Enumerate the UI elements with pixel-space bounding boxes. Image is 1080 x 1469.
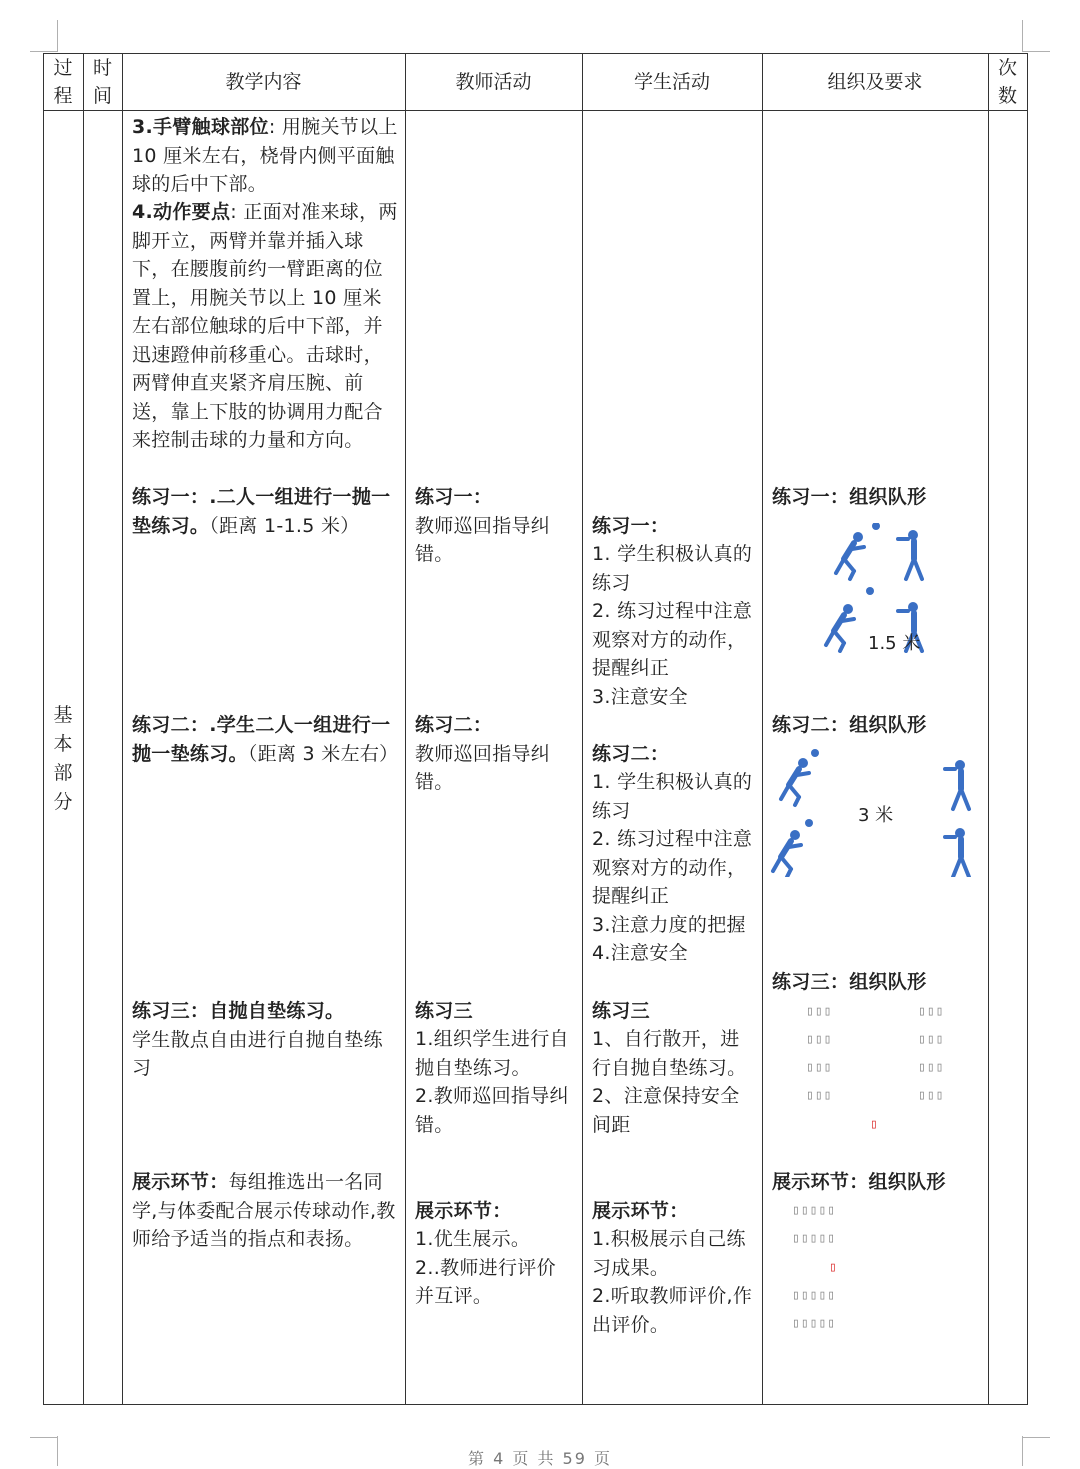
student-marker-row: ▯▯▯▯▯ (792, 1203, 837, 1218)
ball-icon (866, 587, 874, 595)
student-showcase-text: 1.积极展示自己练习成果。 2.听取教师评价,作出评价。 (592, 1228, 753, 1336)
header-teacher: 教师活动 (455, 71, 532, 93)
player-receiving-icon (781, 758, 809, 805)
student-showcase (592, 1168, 756, 1368)
student-marker-row: ▯▯▯ (918, 1004, 945, 1019)
content-exercise-3-text: 学生散点自由进行自抛自垫练习 (132, 1028, 383, 1079)
content-showcase-text: 每组推选出一名同学,与体委配合展示传球动作,教师给予适当的指点和表扬。 (132, 1171, 396, 1250)
player-receiving-icon (826, 604, 854, 651)
header-content: 教学内容 (225, 71, 302, 93)
teacher-exercise-1-text: 教师巡回指导纠错。 (415, 514, 551, 565)
section-label: 基 本 部 分 (53, 704, 73, 813)
org-showcase-title-bold: 展示环节 (772, 1171, 850, 1193)
header-org: 组织及要求 (827, 71, 923, 93)
student-marker-row: ▯▯▯ (918, 1088, 945, 1103)
teacher-exercise-1-title: 练习一： (415, 486, 493, 508)
content-exercise-2 (132, 711, 400, 768)
student-marker-row: ▯▯▯ (806, 1088, 833, 1103)
lesson-table (43, 53, 1028, 1405)
student-exercise-2-title: 练习二： (592, 742, 670, 765)
content-showcase-title: 展示环节： (132, 1171, 229, 1193)
content-key-point-3-text: : 用腕关节以上10 厘米左右，桡骨内侧平面触球的后中下部。 (132, 116, 398, 195)
crop-mark (1022, 1437, 1050, 1438)
student-marker-row: ▯▯▯ (918, 1032, 945, 1047)
org-exercise-1-distance: 1.5 米 (868, 633, 921, 654)
col-divider (83, 53, 84, 1405)
student-exercise-3 (592, 968, 756, 1168)
player-tossing-icon (898, 530, 922, 579)
col-divider (762, 53, 763, 1405)
student-marker-row: ▯▯▯ (806, 1060, 833, 1075)
header-time: 时 间 (92, 57, 112, 107)
player-receiving-icon (836, 532, 864, 579)
org-exercise-2-title: 练习二：组织队形 (772, 714, 927, 736)
crop-mark (1022, 20, 1023, 52)
student-exercise-3-text: 1、自行散开，进行自抛自垫练习。 2、注意保持安全间距 (592, 1028, 747, 1136)
player-tossing-icon (945, 828, 969, 877)
crop-mark (57, 20, 58, 52)
header-process: 过 程 (53, 57, 73, 107)
student-exercise-3-title: 练习三 (592, 999, 650, 1022)
teacher-marker: ▯ (870, 1117, 879, 1132)
content-key-point-4 (132, 198, 400, 455)
content-key-point-4-title: 4.动作要点 (132, 201, 231, 223)
content-exercise-1-title: 练习一：.二人一组进行一抛一垫练习。 (132, 486, 391, 537)
teacher-showcase-title: 展示环节： (415, 1199, 512, 1222)
ball-icon (811, 749, 819, 757)
student-exercise-1-title: 练习一： (592, 514, 670, 537)
student-showcase-title: 展示环节： (592, 1199, 689, 1222)
content-key-point-4-text: : 正面对准来球，两脚开立，两臂并靠并插入球下，在腰腹前约一臂距离的位置上，用腕关节以上 10 厘米左右部位触球的后中下部，并迅速蹬伸前移重心。击球时，两臂伸直夹紧齐肩压腕、前送，靠上下肢的协调用力配合来控制击球的力量和方向。 (132, 201, 398, 451)
content-exercise-1-note: （距离 1-1.5 米） (209, 514, 360, 537)
ball-icon (872, 523, 880, 530)
student-exercise-2-text: 1. 学生积极认真的练习 2. 练习过程中注意观察对方的动作，提醒纠正 3.注意力度的把握 4.注意安全 (592, 771, 753, 964)
student-marker-row: ▯▯▯▯▯ (792, 1231, 837, 1246)
student-marker-row: ▯▯▯ (806, 1004, 833, 1019)
teacher-exercise-1 (415, 483, 575, 569)
page-footer: 第 4 页 共 59 页 (468, 1449, 612, 1468)
student-exercise-2 (592, 711, 756, 996)
ball-icon (805, 819, 813, 827)
crop-mark (30, 51, 58, 52)
teacher-exercise-2 (415, 711, 575, 797)
player-tossing-icon (945, 760, 969, 809)
student-marker-row: ▯▯▯▯▯ (792, 1288, 837, 1303)
teacher-exercise-3-text: 1.组织学生进行自抛自垫练习。 2.教师巡回指导纠错。 (415, 1028, 569, 1136)
org-exercise-2-distance: 3 米 (858, 805, 894, 826)
student-marker-row: ▯▯▯▯▯ (792, 1316, 837, 1331)
content-exercise-3 (132, 997, 400, 1083)
teacher-exercise-2-title: 练习二： (415, 714, 493, 736)
org-exercise-1-title: 练习一：组织队形 (772, 486, 927, 508)
org-showcase-title (772, 1168, 946, 1197)
table-border-bottom (43, 1404, 1028, 1405)
content-key-point-3 (132, 113, 400, 199)
content-exercise-2-note: （距离 3 米左右） (247, 742, 399, 765)
org-exercise-3-title: 练习三：组织队形 (772, 971, 927, 993)
teacher-marker: ▯ (829, 1260, 838, 1275)
player-receiving-icon (773, 830, 801, 877)
header-count: 次 数 (997, 57, 1017, 107)
teacher-showcase-text: 1.优生展示。 2..教师进行评价并互评。 (415, 1228, 556, 1307)
teacher-exercise-2-text: 教师巡回指导纠错。 (415, 742, 551, 793)
teacher-showcase (415, 1168, 575, 1339)
student-marker-row: ▯▯▯ (918, 1060, 945, 1075)
student-exercise-1 (592, 483, 756, 740)
teacher-exercise-3 (415, 968, 575, 1168)
col-divider (122, 53, 123, 1405)
content-exercise-3-title: 练习三：自抛自垫练习。 (132, 1000, 345, 1022)
crop-mark (30, 1437, 58, 1438)
header-student: 学生活动 (633, 71, 710, 93)
content-exercise-1 (132, 483, 400, 540)
col-divider (988, 53, 989, 1405)
content-exercise-2-title: 练习二：.学生二人一组进行一抛一垫练习。 (132, 714, 391, 765)
table-border-right (1027, 53, 1028, 1405)
org-showcase-title-rest: ：组织队形 (849, 1171, 946, 1193)
content-key-point-3-title: 3.手臂触球部位 (132, 116, 269, 138)
student-exercise-1-text: 1. 学生积极认真的练习 2. 练习过程中注意观察对方的动作，提醒纠正 3.注意安全 (592, 543, 753, 708)
col-divider (582, 53, 583, 1405)
teacher-exercise-3-title: 练习三 (415, 999, 473, 1022)
student-marker-row: ▯▯▯ (806, 1032, 833, 1047)
content-showcase (132, 1168, 400, 1254)
col-divider (405, 53, 406, 1405)
crop-mark (1022, 51, 1050, 52)
